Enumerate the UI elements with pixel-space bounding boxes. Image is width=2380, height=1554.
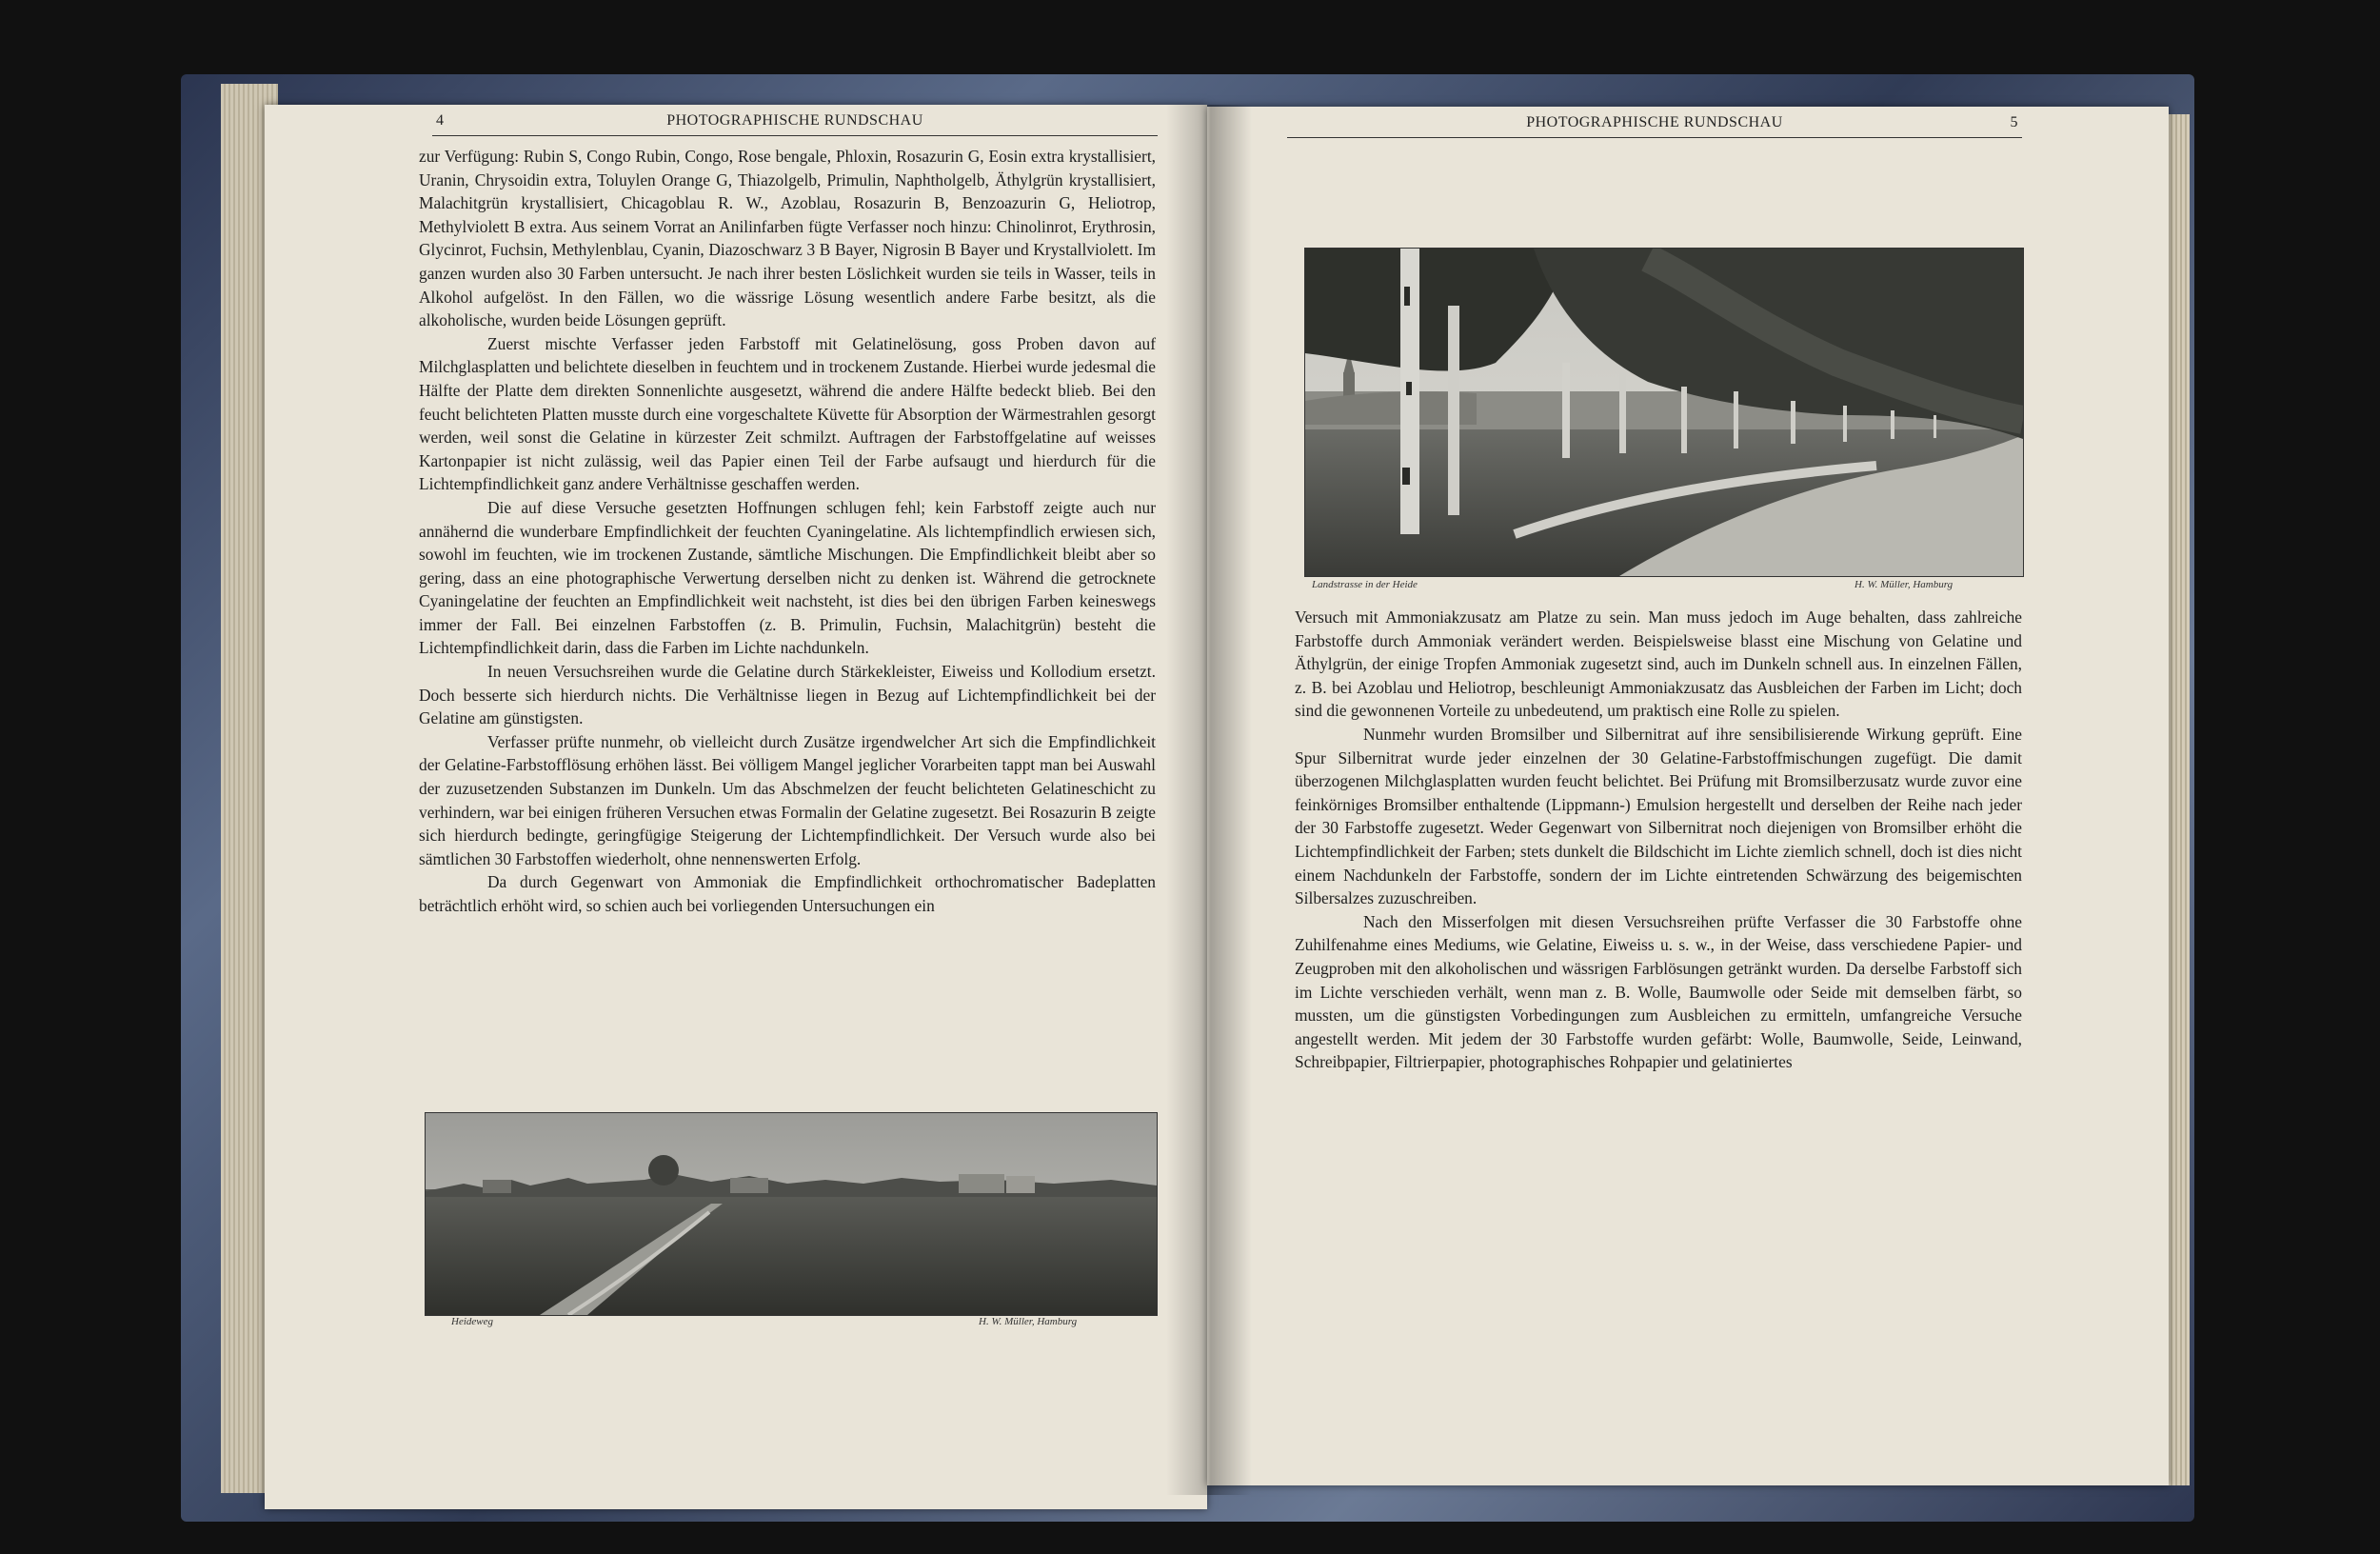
paragraph: In neuen Versuchsreihen wurde die Gelatine durch Stärkekleister, Eiweiss und Kollodium ersetzt. Doch besserte sich hierdurch nichts. Die Verhältnisse liegen in Bezug auf Lichtempfindlichkeit bei der Gelatine am günstigsten. [419,662,1156,728]
paragraph: Nunmehr wurden Bromsilber und Silbernitrat auf ihre sensibilisierende Wirkung geprüft. Eine Spur Silbernitrat wurde jeder einzelnen der 30 Gelatine-Farbstoffmischungen zugefügt. Die damit überzogenen Milchglasplatten wurden feucht belichtet. Bei Prüfung mit Bromsilberzusatz wurde zuvor eine feinkörniges Bromsilber enthaltende (Lippmann-) Emulsion hergestellt und derselben der Reihe nach jeder der 30 Farbstoffe zugesetzt. Weder Gegenwart von Silbernitrat noch diejenigen von Bromsilber erhöht die Lichtempfindlichkeit der Farben; stets dunkelt die Bildschicht im Lichte ziemlich schnell, doch ist dies nicht einem Nachdunkeln der Farbstoffe, sondern der im Lichte eintretenden Schwärzung des beigemischten Silbersalzes zuzuschreiben. [1295,724,2022,908]
left-body-text [419,145,1156,918]
heath-path-image [426,1113,1157,1315]
left-page [265,105,1207,1509]
right-page-header [1287,114,2022,138]
running-title: PHOTOGRAPHISCHE RUNDSCHAU [1526,114,1783,130]
paragraph: Verfasser prüfte nunmehr, ob vielleicht durch Zusätze irgendwelcher Art sich die Empfindlichkeit der Gelatine-Farbstofflösung erhöhen lässt. Bei völligem Mangel jeglicher Vorarbeiten tappt man bei Auswahl der zuzusetzenden Substanzen im Dunkeln. Um das Abschmelzen der feucht belichteten Gelatineschicht zu verhindern, war bei einigen früheren Versuchen etwas Formalin der Gelatine zugesetzt. Bei Rosazurin B zeigte sich hierdurch bedingte, geringfügige Steigerung der Lichtempfindlichkeit. Der Versuch wurde also bei sämtlichen 30 Farbstoffen wiederholt, ohne nennenswerten Erfolg. [419,731,1156,868]
heath-path-photo [425,1112,1158,1316]
left-page-header [432,112,1158,136]
birch-road-image [1305,249,2023,576]
photo-caption-credit: H. W. Müller, Hamburg [979,1316,1078,1327]
right-page [1207,107,2169,1485]
paragraph: Zuerst mischte Verfasser jeden Farbstoff mit Gelatinelösung, goss Proben davon auf Milchglasplatten und belichtete dieselben in feuchtem und in trockenem Zustande. Hierbei wurde jedesmal die Hälfte der Platte dem direkten Sonnenlichte ausgesetzt, während die andere Hälfte bedeckt blieb. Bei den feucht belichteten Platten musste durch eine vorgeschaltete Küvette für Absorption der Wärmestrahlen gesorgt werden, weil sonst die Gelatine in kürzester Zeit schmilzt. Auftragen der Farbstoffgelatine auf weisses Kartonpapier ist nicht zulässig, weil das Papier einen Teil der Farbe aufsaugt und hierdurch für die Lichtempfindlichkeit ganz andere Verhältnisse geschaffen werden. [419,333,1156,494]
paragraph: zur Verfügung: Rubin S, Congo Rubin, Congo, Rose bengale, Phloxin, Rosazurin G, Eosin extra krystallisiert, Uranin, Chrysoidin extra, Toluylen Orange G, Thiazolgelb, Primulin, Naphtholgelb, Äthylgrün krystallisiert, Malachitgrün krystallisiert, Chicagoblau R. W., Azoblau, Rosazurin B, Benzoazurin G, Heliotrop, Methylviolett B extra. Aus seinem Vorrat an Anilinfarben fügte Verfasser noch hinzu: Chinolinrot, Erythrosin, Glycinrot, Fuchsin, Methylenblau, Cyanin, Diazoschwarz 3 B Bayer, Nigrosin B Bayer und Krystallviolett. Im ganzen wurden also 30 Farben untersucht. Je nach ihrer besten Löslichkeit wurden sie teils in Wasser, teils in Alkohol aufgelöst. In den Fällen, wo die wässrige Lösung wesentlich andere Farbe besitzt, als die alkoholische, wurden beide Lösungen geprüft. [419,147,1156,330]
paragraph: Versuch mit Ammoniakzusatz am Platze zu sein. Man muss jedoch im Auge behalten, dass zahlreiche Farbstoffe durch Ammoniak verändert werden. Beispielsweise blasst eine Mischung von Gelatine und Äthylgrün, der einige Tropfen Ammoniak zugesetzt sind, auch im Dunkeln schnell aus. In einzelnen Fällen, z. B. bei Azoblau und Heliotrop, beschleunigt Ammoniakzusatz das Ausbleichen der Farben im Licht; doch sind die gewonnenen Vorteile zu unbedeutend, um praktisch eine Rolle zu spielen. [1295,608,2022,721]
running-title: PHOTOGRAPHISCHE RUNDSCHAU [666,112,923,129]
page-number: 4 [436,112,445,129]
photo-caption-credit: H. W. Müller, Hamburg [1854,579,1954,590]
page-number: 5 [2010,114,2018,130]
heath-road-photo [1304,248,2024,577]
paragraph: Die auf diese Versuche gesetzten Hoffnungen schlugen fehl; kein Farbstoff zeigte auch nur annähernd die wunderbare Empfindlichkeit der feuchten Cyaningelatine. Als lichtempfindlich erwiesen sich, sowohl im feuchten, wie im trockenen Zustande, sämtliche Mischungen. Die Empfindlichkeit bleibt aber so gering, dass an eine photographische Verwertung derselben nicht zu denken ist. Während die getrocknete Cyaningelatine der feuchten an Empfindlichkeit weit nachsteht, ist dies bei den übrigen Farben keineswegs immer der Fall. Bei einzelnen Farbstoffen (z. B. Primulin, Fuchsin, Malachitgrün) besteht die Lichtempfindlichkeit darin, dass die Farben im Lichte nachdunkeln. [419,497,1156,658]
photo-caption-title: Landstrasse in der Heide [1312,579,1418,590]
paragraph: Da durch Gegenwart von Ammoniak die Empfindlichkeit orthochromatischer Badeplatten beträchtlich erhöht wird, so schien auch bei vorliegenden Untersuchungen ein [419,872,1156,915]
photo-caption-title: Heideweg [451,1316,493,1327]
paragraph: Nach den Misserfolgen mit diesen Versuchsreihen prüfte Verfasser die 30 Farbstoffe ohne Zuhilfenahme eines Mediums, wie Gelatine, Eiweiss u. s. w., in der Weise, dass verschiedene Papier- und Zeugproben mit den alkoholischen und wässrigen Farblösungen getränkt wurden. Da derselbe Farbstoff sich im Lichte verschieden verhält, wenn man z. B. Wolle, Baumwolle oder Seide mit demselben färbt, so mussten, um die günstigsten Vorbedingungen zum Ausbleichen zu ermitteln, umfangreiche Versuche angestellt werden. Mit jedem der 30 Farbstoffe wurden gefärbt: Wolle, Baumwolle, Seide, Leinwand, Schreibpapier, Filtrierpapier, photographisches Rohpapier und gelatiniertes [1295,911,2022,1072]
right-body-text [1295,606,2022,1074]
